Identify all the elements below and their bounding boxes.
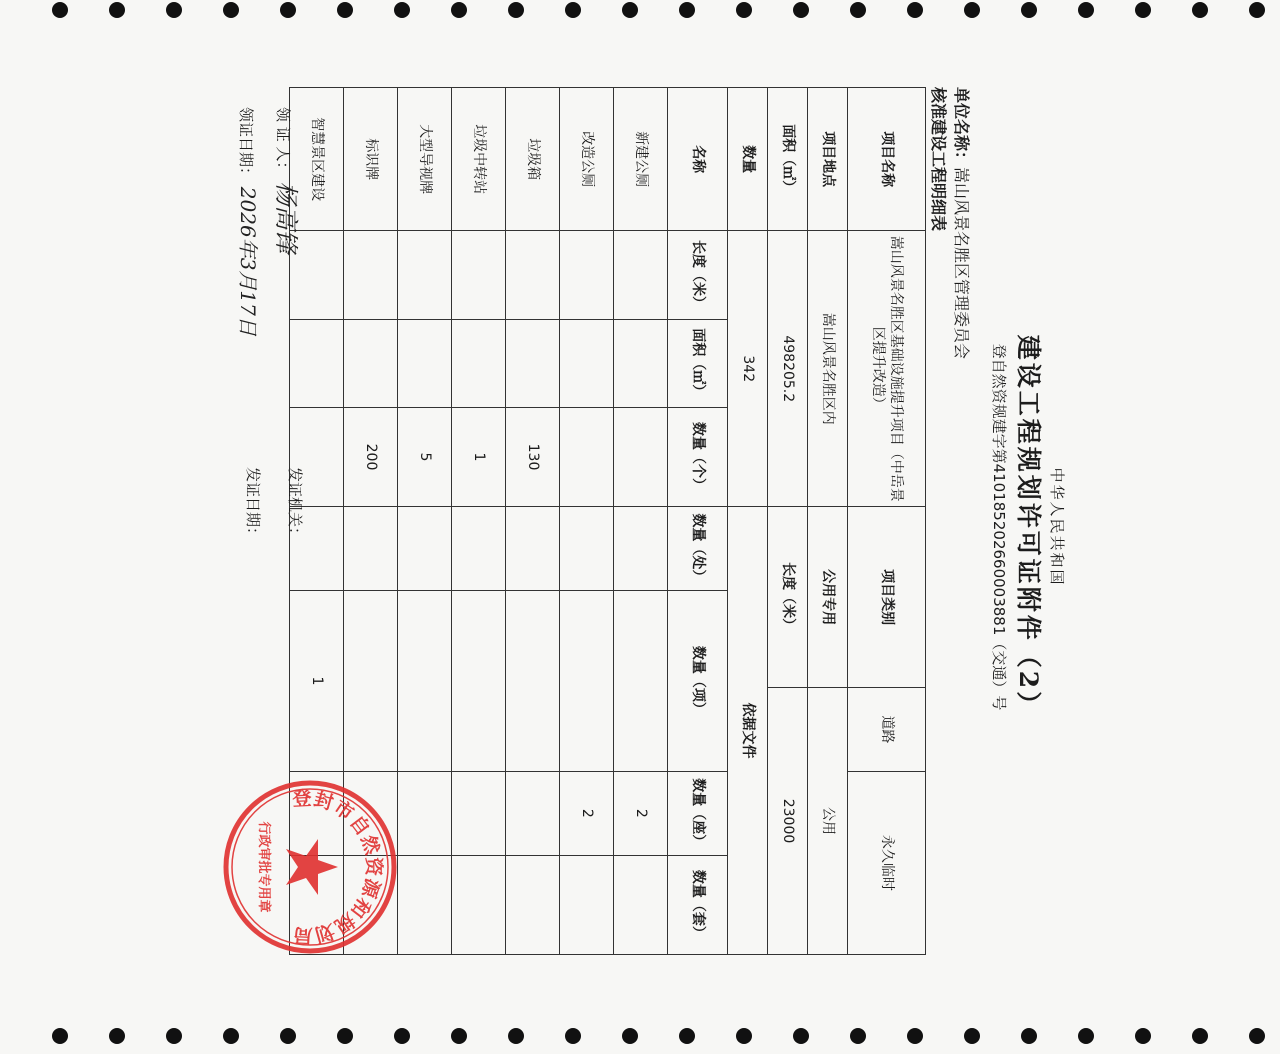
feed-hole [508, 2, 524, 18]
basis-label: 依据文件 [728, 507, 768, 955]
cell-tao [560, 855, 614, 954]
feed-hole [622, 1028, 638, 1044]
table-row [560, 88, 614, 955]
cell-area [506, 319, 560, 407]
unit-name [951, 87, 974, 359]
area-column-header: 面积（㎡） [668, 319, 728, 407]
cell-xiang: 1 [290, 590, 344, 771]
cell-xiang [344, 590, 398, 771]
cell-chu [344, 507, 398, 591]
table-row [398, 88, 452, 955]
receiver [271, 107, 306, 253]
count-label: 数量 [728, 88, 768, 231]
country-heading: 中华人民共和国 [1048, 467, 1066, 587]
document-title: 建设工程规划许可证附件（2） [1014, 334, 1043, 720]
feed-hole [622, 2, 638, 18]
svg-text:行政审批专用章: 行政审批专用章 [256, 821, 271, 913]
cell-xiang [452, 590, 506, 771]
cell-name: 垃圾中转站 [452, 88, 506, 231]
cell-chu [506, 507, 560, 591]
feed-hole [964, 1028, 980, 1044]
project-name-label: 项目名称 [848, 88, 926, 231]
location-value: 嵩山风景名胜区内 [808, 231, 848, 507]
cell-zuo: 2 [560, 771, 614, 855]
cell-tao [398, 855, 452, 954]
area-label: 面积（㎡） [768, 88, 808, 231]
feed-hole [964, 2, 980, 18]
table-row [808, 88, 848, 955]
project-type-label: 项目类别 [848, 507, 926, 688]
cell-name: 标识牌 [344, 88, 398, 231]
cell-ge: 130 [506, 407, 560, 506]
cell-chu [452, 507, 506, 591]
receive-date-value: 2026年3月17日 [236, 186, 260, 336]
receiver-label: 领 证 人： [274, 107, 292, 177]
cell-ge: 1 [452, 407, 506, 506]
table-row [848, 88, 926, 955]
feed-hole [736, 2, 752, 18]
feed-hole [565, 1028, 581, 1044]
cell-chu [398, 507, 452, 591]
cell-length [344, 231, 398, 319]
cell-name: 垃圾箱 [506, 88, 560, 231]
feed-hole [1135, 1028, 1151, 1044]
area-value: 498205.2 [768, 231, 808, 507]
table-row [728, 88, 768, 955]
cell-area [614, 319, 668, 407]
feed-hole [1021, 2, 1037, 18]
table-row [668, 88, 728, 955]
feed-hole [166, 1028, 182, 1044]
cell-chu [614, 507, 668, 591]
cell-ge: 5 [398, 407, 452, 506]
issuer-label: 发证机关： [286, 467, 304, 543]
receive-date [235, 107, 264, 336]
project-type-value: 道路 [848, 688, 926, 772]
feed-hole [1192, 2, 1208, 18]
feed-hole [280, 2, 296, 18]
cell-tao [452, 855, 506, 954]
table-row [506, 88, 560, 955]
cell-area [452, 319, 506, 407]
length-column-header: 长度（米） [668, 231, 728, 319]
cell-length [560, 231, 614, 319]
feed-hole [280, 1028, 296, 1044]
feed-hole [337, 2, 353, 18]
cell-name: 新建公厕 [614, 88, 668, 231]
cell-ge [560, 407, 614, 506]
length-value: 23000 [768, 688, 808, 955]
feed-hole [52, 1028, 68, 1044]
cell-zuo: 2 [614, 771, 668, 855]
permit-number: 登自然资规建字第410185202660003881（交通）号 [990, 343, 1008, 711]
cell-zuo [506, 771, 560, 855]
cell-zuo [398, 771, 452, 855]
cell-xiang [560, 590, 614, 771]
unit-name-value: 嵩山风景名胜区管理委员会 [952, 167, 971, 360]
feed-hole [679, 2, 695, 18]
count-tao-column-header: 数量（套） [668, 855, 728, 954]
cell-ge: 200 [344, 407, 398, 506]
feed-hole [907, 1028, 923, 1044]
official-seal-stamp [220, 777, 400, 957]
receive-date-label: 领证日期： [237, 107, 255, 183]
cell-area [344, 319, 398, 407]
table-row [768, 88, 808, 955]
cell-tao [614, 855, 668, 954]
detail-table-title: 核准建设工程明细表 [929, 87, 948, 232]
count-chu-column-header: 数量（处） [668, 507, 728, 591]
use-label: 公用专用 [808, 507, 848, 688]
count-zuo-column-header: 数量（座） [668, 771, 728, 855]
feed-hole [166, 2, 182, 18]
cell-area [560, 319, 614, 407]
feed-hole [1249, 2, 1265, 18]
cell-chu [560, 507, 614, 591]
cell-length [452, 231, 506, 319]
count-value: 342 [728, 231, 768, 507]
feed-hole [793, 2, 809, 18]
feed-hole [223, 1028, 239, 1044]
feed-hole [394, 1028, 410, 1044]
cell-xiang [398, 590, 452, 771]
receiver-signature: 杨高锋 [272, 181, 300, 254]
feed-hole [1135, 2, 1151, 18]
feed-hole [907, 2, 923, 18]
issuer [285, 467, 306, 542]
feed-hole [793, 1028, 809, 1044]
issue-date [243, 467, 264, 542]
feed-holes-top [0, 0, 1280, 22]
feed-hole [109, 2, 125, 18]
feed-hole [850, 2, 866, 18]
feed-hole [1192, 1028, 1208, 1044]
location-label: 项目地点 [808, 88, 848, 231]
cell-xiang [614, 590, 668, 771]
feed-hole [451, 1028, 467, 1044]
feed-hole [223, 2, 239, 18]
feed-hole [337, 1028, 353, 1044]
feed-hole [109, 1028, 125, 1044]
project-name-value: 嵩山风景名胜区基础设施提升项目（中岳景区提升改造） [848, 231, 926, 507]
count-ge-column-header: 数量（个） [668, 407, 728, 506]
feed-hole [52, 2, 68, 18]
length-label: 长度（米） [768, 507, 808, 688]
cell-ge [614, 407, 668, 506]
permanence-label: 永久临时 [848, 771, 926, 954]
use-value: 公用 [808, 688, 848, 955]
table-row [614, 88, 668, 955]
cell-tao [506, 855, 560, 954]
name-column-header: 名称 [668, 88, 728, 231]
svg-text:登封市自然资源和规划局: 登封市自然资源和规划局 [291, 787, 385, 947]
issue-date-label: 发证日期： [244, 467, 262, 543]
feed-hole [850, 1028, 866, 1044]
feed-hole [451, 2, 467, 18]
cell-length [614, 231, 668, 319]
cell-length [398, 231, 452, 319]
cell-zuo [452, 771, 506, 855]
table-row [452, 88, 506, 955]
feed-hole [1078, 1028, 1094, 1044]
unit-name-label: 单位名称： [952, 87, 971, 168]
cell-name: 改造公厕 [560, 88, 614, 231]
cell-length [506, 231, 560, 319]
feed-holes-bottom [0, 1026, 1280, 1048]
feed-hole [565, 2, 581, 18]
feed-hole [1249, 1028, 1265, 1044]
cell-xiang [506, 590, 560, 771]
cell-area [398, 319, 452, 407]
feed-hole [394, 2, 410, 18]
cell-name: 大型导视牌 [398, 88, 452, 231]
feed-hole [736, 1028, 752, 1044]
count-xiang-column-header: 数量（项） [668, 590, 728, 771]
cell-name: 智慧景区建设 [290, 88, 344, 231]
feed-hole [1078, 2, 1094, 18]
feed-hole [508, 1028, 524, 1044]
feed-hole [1021, 1028, 1037, 1044]
feed-hole [679, 1028, 695, 1044]
